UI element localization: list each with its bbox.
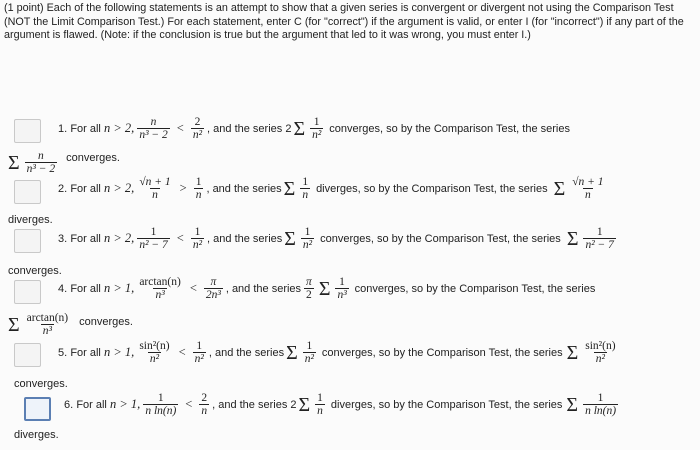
result-2: diverges. <box>8 214 53 226</box>
statement-2: 2. For all n > 2, $\frac{√n + 1}{n}$ > $\frac{1}{n}$ , and the series Σ $\frac{1}{n}$ diverges, so by the Comparison Test, the series Σ $\frac{√n + 1}{n}$ <box>58 176 604 201</box>
conclusion-1: Σ $\frac{n}{\text{n³ − 2}}$ converges. <box>8 150 120 175</box>
statement-1: 1. For all n > 2, $\frac{n}{\text{n³ − 2}}$ < $\frac{2}{\text{n²}}$ , and the series 2 Σ $\frac{1}{\text{n²}}$ converges, so by the Comparison Test, the series <box>58 116 570 141</box>
result-5: converges. <box>14 378 68 390</box>
result-6: diverges. <box>14 429 59 441</box>
answer-input-1[interactable] <box>14 119 41 143</box>
statement-5: 5. For all n > 1, $\frac{\text{sin²(n)}}{\text{n²}}$ < $\frac{1}{\text{n²}}$ , and the series Σ $\frac{1}{\text{n²}}$ converges, so by the Comparison Test, the series Σ $\frac{\text{sin²(n)}}{\text{n²}}$ <box>58 340 616 365</box>
statement-6: 6. For all n > 1, $\frac{1}{\text{n ln(n)}}$ < $\frac{2}{n}$ , and the series 2 Σ $\frac{1}{n}$ diverges, so by the Comparison Test, the series Σ $\frac{1}{\text{n ln(n)}}$ <box>64 392 617 417</box>
answer-input-3[interactable] <box>14 229 41 253</box>
answer-input-5[interactable] <box>14 343 41 367</box>
problem-instructions: (1 point) Each of the following statements is an attempt to show that a given series is convergent or divergent not using the Comparison Test (NOT the Limit Comparison Test.) For each statement, enter C (for "correct") if the argument is valid, or enter I (for "incorrect") if any part of the argument is flawed. (Note: if the conclusion is true but the argument that led to it was wrong, you must enter I.) <box>4 2 684 41</box>
result-3: converges. <box>8 265 62 277</box>
statement-3: 3. For all n > 2, $\frac{1}{\text{n² − 7}}$ < $\frac{1}{\text{n²}}$ , and the series Σ $\frac{1}{\text{n²}}$ converges, so by the Comparison Test, the series Σ $\frac{1}{\text{n² − 7}}$ <box>58 226 614 251</box>
answer-input-2[interactable] <box>14 180 41 204</box>
conclusion-4: Σ $\frac{\arctan(n)}{\text{n³}}$ converges. <box>8 312 133 337</box>
answer-input-4[interactable] <box>14 280 41 304</box>
statement-4: 4. For all n > 1, $\frac{\arctan(n)}{\text{n³}}$ < $\frac{\pi}{\text{2n³}}$ , and the series $\frac{\pi}{2}$ Σ $\frac{1}{\text{n³}}$ converges, so by the Comparison Test, the series <box>58 276 596 301</box>
answer-input-6[interactable] <box>24 397 51 421</box>
